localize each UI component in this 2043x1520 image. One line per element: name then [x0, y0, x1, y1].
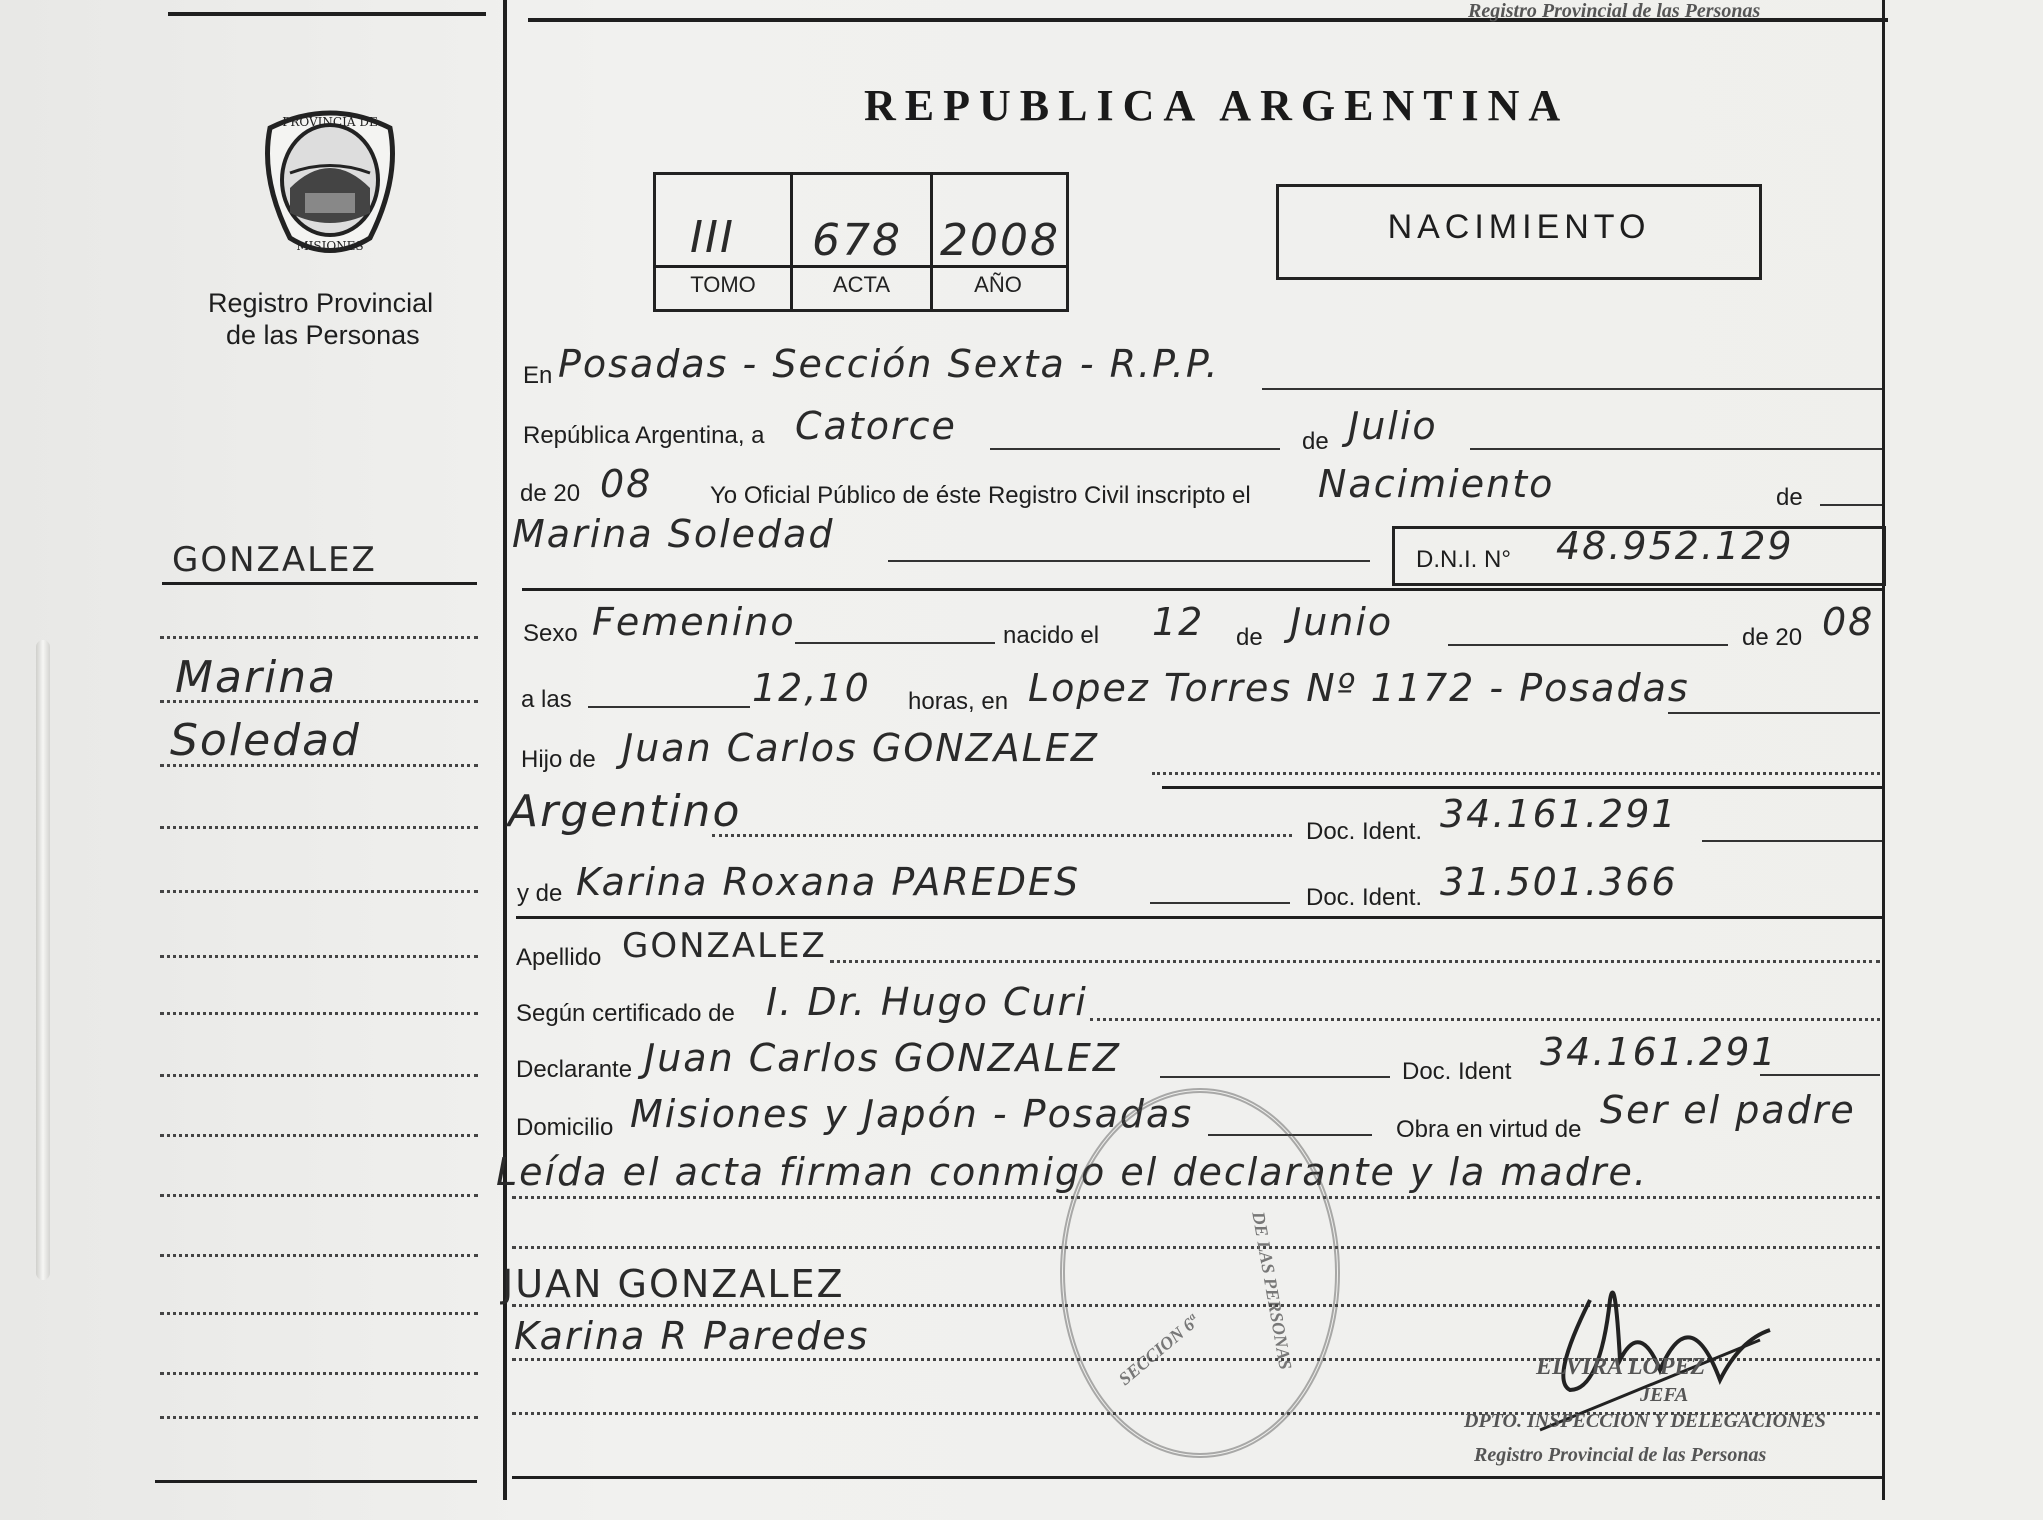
label-obra: Obra en virtud de: [1396, 1116, 1582, 1143]
margin-name2: Soledad: [170, 715, 361, 766]
section-rule: [522, 588, 1882, 591]
fill-line: [1820, 504, 1882, 506]
label-segun: Según certificado de: [516, 1000, 735, 1027]
seal-text: DE LAS PERSONAS: [1248, 1210, 1296, 1372]
value-madre: Karina Roxana PAREDES: [576, 860, 1081, 904]
fill-line: [990, 448, 1280, 450]
margin-dotline: [160, 1416, 478, 1419]
fill-line: [888, 560, 1370, 562]
margin-dotline: [160, 890, 478, 893]
margin-dotline: [160, 826, 478, 829]
official-seal: [1060, 1088, 1340, 1458]
margin-dotline: [160, 1312, 478, 1315]
margin-surname-rule: [162, 582, 477, 585]
value-declarante-doc: 34.161.291: [1540, 1030, 1778, 1074]
official-name: ELVIRA LOPEZ: [1536, 1354, 1706, 1380]
value-nac-anio: 08: [1822, 600, 1875, 644]
fill-line: [1090, 1018, 1880, 1021]
value-nombre: Marina Soledad: [512, 512, 835, 556]
label-a-las: a las: [521, 686, 572, 713]
label-de-end: de: [1776, 484, 1803, 511]
registry-label-line1: Registro Provincial: [208, 288, 434, 318]
tomo-value: III: [690, 212, 735, 263]
page-title: REPUBLICA ARGENTINA: [864, 81, 1570, 130]
binding-fold: [36, 640, 50, 1280]
value-padre-nac: Argentino: [508, 786, 742, 837]
value-nac-mes: Junio: [1290, 600, 1394, 644]
label-en: En: [523, 362, 553, 389]
fill-line: [1448, 644, 1728, 646]
margin-dotline: [160, 636, 478, 639]
signature-father: JUAN GONZALEZ: [502, 1262, 845, 1306]
value-certificado: I. Dr. Hugo Curi: [766, 980, 1088, 1024]
registry-label-line2: de las Personas: [226, 320, 420, 350]
misiones-emblem-icon: [250, 88, 410, 263]
label-horas: horas, en: [908, 688, 1009, 715]
value-madre-doc: 31.501.366: [1440, 860, 1678, 904]
column-divider-right: [1882, 0, 1885, 1500]
fill-line: [1152, 772, 1880, 775]
value-lugar-nac: Lopez Torres Nº 1172 - Posadas: [1028, 666, 1690, 710]
value-domicilio: Misiones y Japón - Posadas: [630, 1092, 1194, 1136]
fill-line: [588, 706, 750, 708]
official-registry: Registro Provincial de las Personas: [1474, 1444, 1767, 1466]
value-sexo: Femenino: [592, 600, 796, 644]
acta-label: ACTA: [832, 272, 891, 297]
tomo-label: TOMO: [690, 272, 756, 297]
value-mes: Julio: [1348, 404, 1438, 448]
value-padre: Juan Carlos GONZALEZ: [622, 726, 1099, 770]
signature-mother: Karina R Paredes: [514, 1314, 870, 1358]
value-nota: Leída el acta firman conmigo el declarante y la madre.: [496, 1150, 1648, 1194]
label-doc-ident3: Doc. Ident: [1402, 1058, 1512, 1085]
label-nacido: nacido el: [1003, 622, 1100, 649]
fill-line: [1160, 1076, 1390, 1078]
fill-line: [1702, 840, 1882, 842]
label-de20: de 20: [520, 480, 581, 507]
section-rule: [1162, 786, 1882, 789]
margin-dotline: [160, 955, 478, 958]
margin-dotline: [160, 1012, 478, 1015]
fill-line: [1262, 388, 1882, 390]
label-sexo: Sexo: [523, 620, 578, 647]
label-oficial: Yo Oficial Público de éste Registro Civil inscripto el: [710, 482, 1251, 509]
margin-surname: GONZALEZ: [172, 540, 377, 580]
fill-line: [1760, 1074, 1880, 1076]
value-nac-dia: 12: [1152, 600, 1205, 644]
section-rule: [516, 916, 1882, 919]
label-de20-end: de 20: [1742, 624, 1803, 651]
value-dni: 48.952.129: [1556, 524, 1794, 568]
margin-dotline: [160, 764, 478, 767]
margin-dotline: [160, 1194, 478, 1197]
label-apellido: Apellido: [516, 944, 602, 971]
value-lugar: Posadas - Sección Sexta - R.P.P.: [558, 342, 1220, 386]
label-declarante: Declarante: [516, 1056, 633, 1083]
bottom-rule: [512, 1476, 1882, 1479]
emblem-text-top: PROVINCIA DE: [282, 115, 378, 129]
margin-dotline: [160, 1254, 478, 1257]
ano-value: 2008: [940, 215, 1060, 266]
label-de-mid: de: [1236, 624, 1263, 651]
label-y-de: y de: [517, 880, 563, 907]
emblem-text-bottom: MISIONES: [296, 239, 364, 253]
fill-line: [795, 642, 995, 644]
ano-label: AÑO: [974, 272, 1022, 297]
margin-dotline: [160, 1372, 478, 1375]
fill-line: [830, 960, 1880, 963]
margin-dotline: [160, 1134, 478, 1137]
label-doc-ident2: Doc. Ident.: [1306, 884, 1423, 911]
label-dni: D.N.I. N°: [1416, 546, 1511, 573]
label-doc-ident: Doc. Ident.: [1306, 818, 1423, 845]
acta-value: 678: [812, 215, 902, 266]
label-domicilio: Domicilio: [516, 1114, 614, 1141]
fill-line: [712, 834, 1292, 837]
value-padre-doc: 34.161.291: [1440, 792, 1678, 836]
seal-section: SECCION 6ª: [1114, 1311, 1203, 1390]
value-dia: Catorce: [795, 404, 957, 448]
official-role: JEFA: [1640, 1384, 1689, 1406]
fill-line: [1470, 448, 1882, 450]
margin-dotline: [160, 1074, 478, 1077]
value-declarante: Juan Carlos GONZALEZ: [644, 1036, 1121, 1080]
label-hijo: Hijo de: [521, 746, 596, 773]
top-rule-left: [168, 12, 486, 16]
official-dept: DPTO. INSPECCION Y DELEGACIONES: [1464, 1410, 1826, 1432]
label-republica: República Argentina, a: [523, 422, 765, 449]
margin-name1: Marina: [175, 652, 338, 703]
fill-line: [1668, 712, 1880, 714]
value-inscripto: Nacimiento: [1318, 462, 1555, 506]
top-registry-stamp: Registro Provincial de las Personas: [1468, 0, 1761, 22]
value-apellido: GONZALEZ: [622, 926, 827, 966]
value-hora: 12,10: [752, 666, 871, 710]
value-obra: Ser el padre: [1600, 1088, 1856, 1132]
fill-line: [1150, 902, 1290, 904]
margin-dotline: [160, 700, 478, 703]
document-type: NACIMIENTO: [1387, 208, 1651, 246]
value-anio: 08: [600, 462, 653, 506]
label-de: de: [1302, 428, 1329, 455]
margin-bottom-rule: [155, 1480, 477, 1483]
